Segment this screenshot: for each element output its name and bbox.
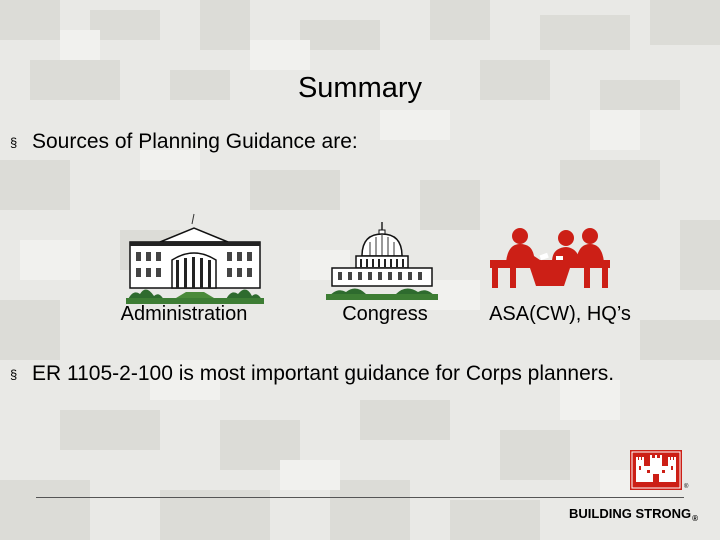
bullet-marker: § — [10, 366, 18, 382]
source-caption-administration: Administration — [120, 303, 248, 325]
footer-divider — [36, 497, 684, 498]
white-house-icon — [126, 212, 264, 304]
source-caption-congress: Congress — [342, 303, 428, 325]
slide-title: Summary — [297, 72, 423, 104]
bullet-text: ER 1105-2-100 is most important guidance for Corps planners. — [32, 362, 615, 385]
bullet-item — [10, 130, 358, 154]
bullet-item — [10, 362, 614, 386]
footer-slogan — [569, 506, 698, 521]
logo-registered-mark: ® — [684, 484, 689, 490]
meeting-table-icon — [490, 226, 610, 288]
capitol-icon — [326, 222, 438, 300]
footer-slogan-text: BUILDING STRONG — [569, 506, 692, 521]
registered-mark: ® — [692, 514, 698, 523]
bullet-text: Sources of Planning Guidance are: — [32, 130, 358, 153]
bullet-marker: § — [10, 134, 18, 150]
castle-logo-icon — [630, 450, 682, 490]
source-caption-asa: ASA(CW), HQ’s — [489, 303, 631, 325]
